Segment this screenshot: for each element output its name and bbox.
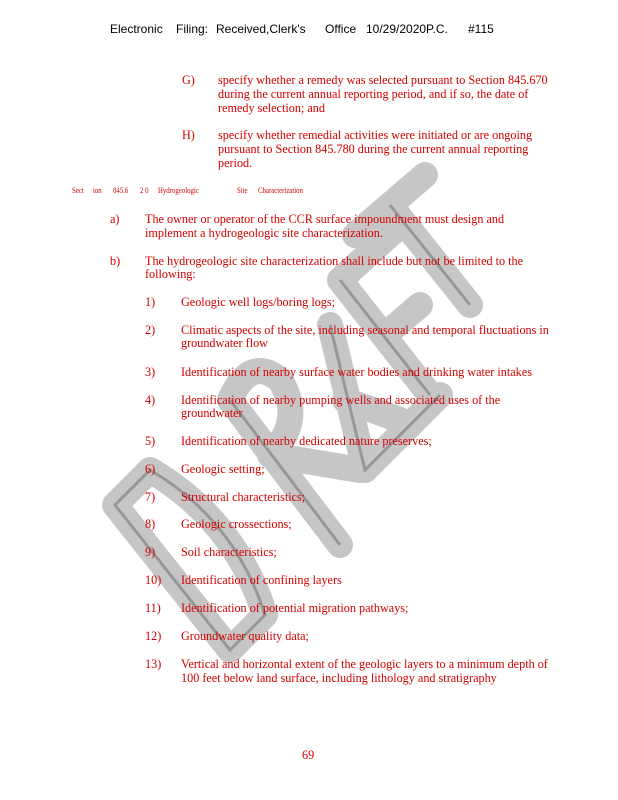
header-received: Received,Clerk's — [216, 22, 306, 36]
list-item-line: groundwater — [181, 406, 243, 420]
item-line: period. — [218, 156, 253, 170]
section-heading-part: 2 0 — [140, 186, 149, 195]
item-marker: G) — [182, 73, 195, 87]
list-number: 7) — [145, 490, 156, 504]
header-office: Office — [325, 22, 357, 36]
section-heading-part: Hydrogeologic — [158, 186, 199, 195]
list-item-line: Soil characteristics; — [181, 545, 277, 559]
list-number: 6) — [145, 462, 156, 476]
list-item-line: Vertical and horizontal extent of the geologic layers to a minimum depth of — [181, 657, 548, 671]
section-heading-part: ion — [93, 186, 102, 195]
list-item-line: groundwater flow — [181, 336, 268, 350]
list-number: 11) — [145, 601, 161, 615]
paragraph-marker: a) — [110, 212, 120, 226]
item-line: specify whether remedial activities were initiated or are ongoing — [218, 128, 533, 142]
list-item-line: Geologic setting; — [181, 462, 265, 476]
header-filing: Filing: — [176, 22, 209, 36]
list-item-line: Identification of confining layers — [181, 573, 342, 587]
list-item-line: Groundwater quality data; — [181, 629, 309, 643]
list-number: 12) — [145, 629, 162, 643]
list-number: 8) — [145, 517, 156, 531]
list-item-line: Geologic well logs/boring logs; — [181, 295, 336, 309]
list-item-line: Geologic crossections; — [181, 517, 292, 531]
list-item-line: Climatic aspects of the site, including seasonal and temporal fluctuations in — [181, 323, 549, 337]
paragraph-line: implement a hydrogeologic site characterization. — [145, 226, 383, 240]
item-line: specify whether a remedy was selected pursuant to Section 845.670 — [218, 73, 548, 87]
list-number: 2) — [145, 323, 156, 337]
paragraph-line: The owner or operator of the CCR surface impoundment must design and — [145, 212, 505, 226]
section-heading-part: 845.6 — [113, 186, 129, 195]
header-number: #115 — [468, 22, 494, 36]
paragraph-line: The hydrogeologic site characterization shall include but not be limited to the — [145, 254, 524, 268]
list-item-line: Identification of nearby surface water bodies and drinking water intakes — [181, 365, 532, 379]
list-number: 9) — [145, 545, 156, 559]
list-item-line: Identification of nearby pumping wells and associated uses of the — [181, 393, 501, 407]
paragraph-marker: b) — [110, 254, 121, 268]
header-electronic: Electronic — [110, 22, 163, 36]
list-number: 3) — [145, 365, 156, 379]
page-number: 69 — [302, 748, 315, 762]
list-item-line: 100 feet below land surface, including lithology and stratigraphy — [181, 671, 497, 685]
section-heading-part: Site — [237, 186, 248, 195]
list-number: 10) — [145, 573, 162, 587]
paragraph-line: following: — [145, 267, 196, 281]
header-date: 10/29/2020P.C. — [366, 22, 448, 36]
list-item-line: Identification of potential migration pathways; — [181, 601, 409, 615]
item-line: remedy selection; and — [218, 101, 325, 115]
list-number: 1) — [145, 295, 156, 309]
section-heading-part: Sect — [72, 186, 84, 195]
item-line: pursuant to Section 845.780 during the current annual reporting — [218, 142, 529, 156]
section-heading-part: Characterization — [258, 186, 303, 195]
list-number: 5) — [145, 434, 156, 448]
item-line: during the current annual reporting period, and if so, the date of — [218, 87, 529, 101]
list-number: 13) — [145, 657, 162, 671]
list-item-line: Structural characteristics; — [181, 490, 306, 504]
list-item-line: Identification of nearby dedicated nature preserves; — [181, 434, 432, 448]
list-number: 4) — [145, 393, 156, 407]
item-marker: H) — [182, 128, 195, 142]
